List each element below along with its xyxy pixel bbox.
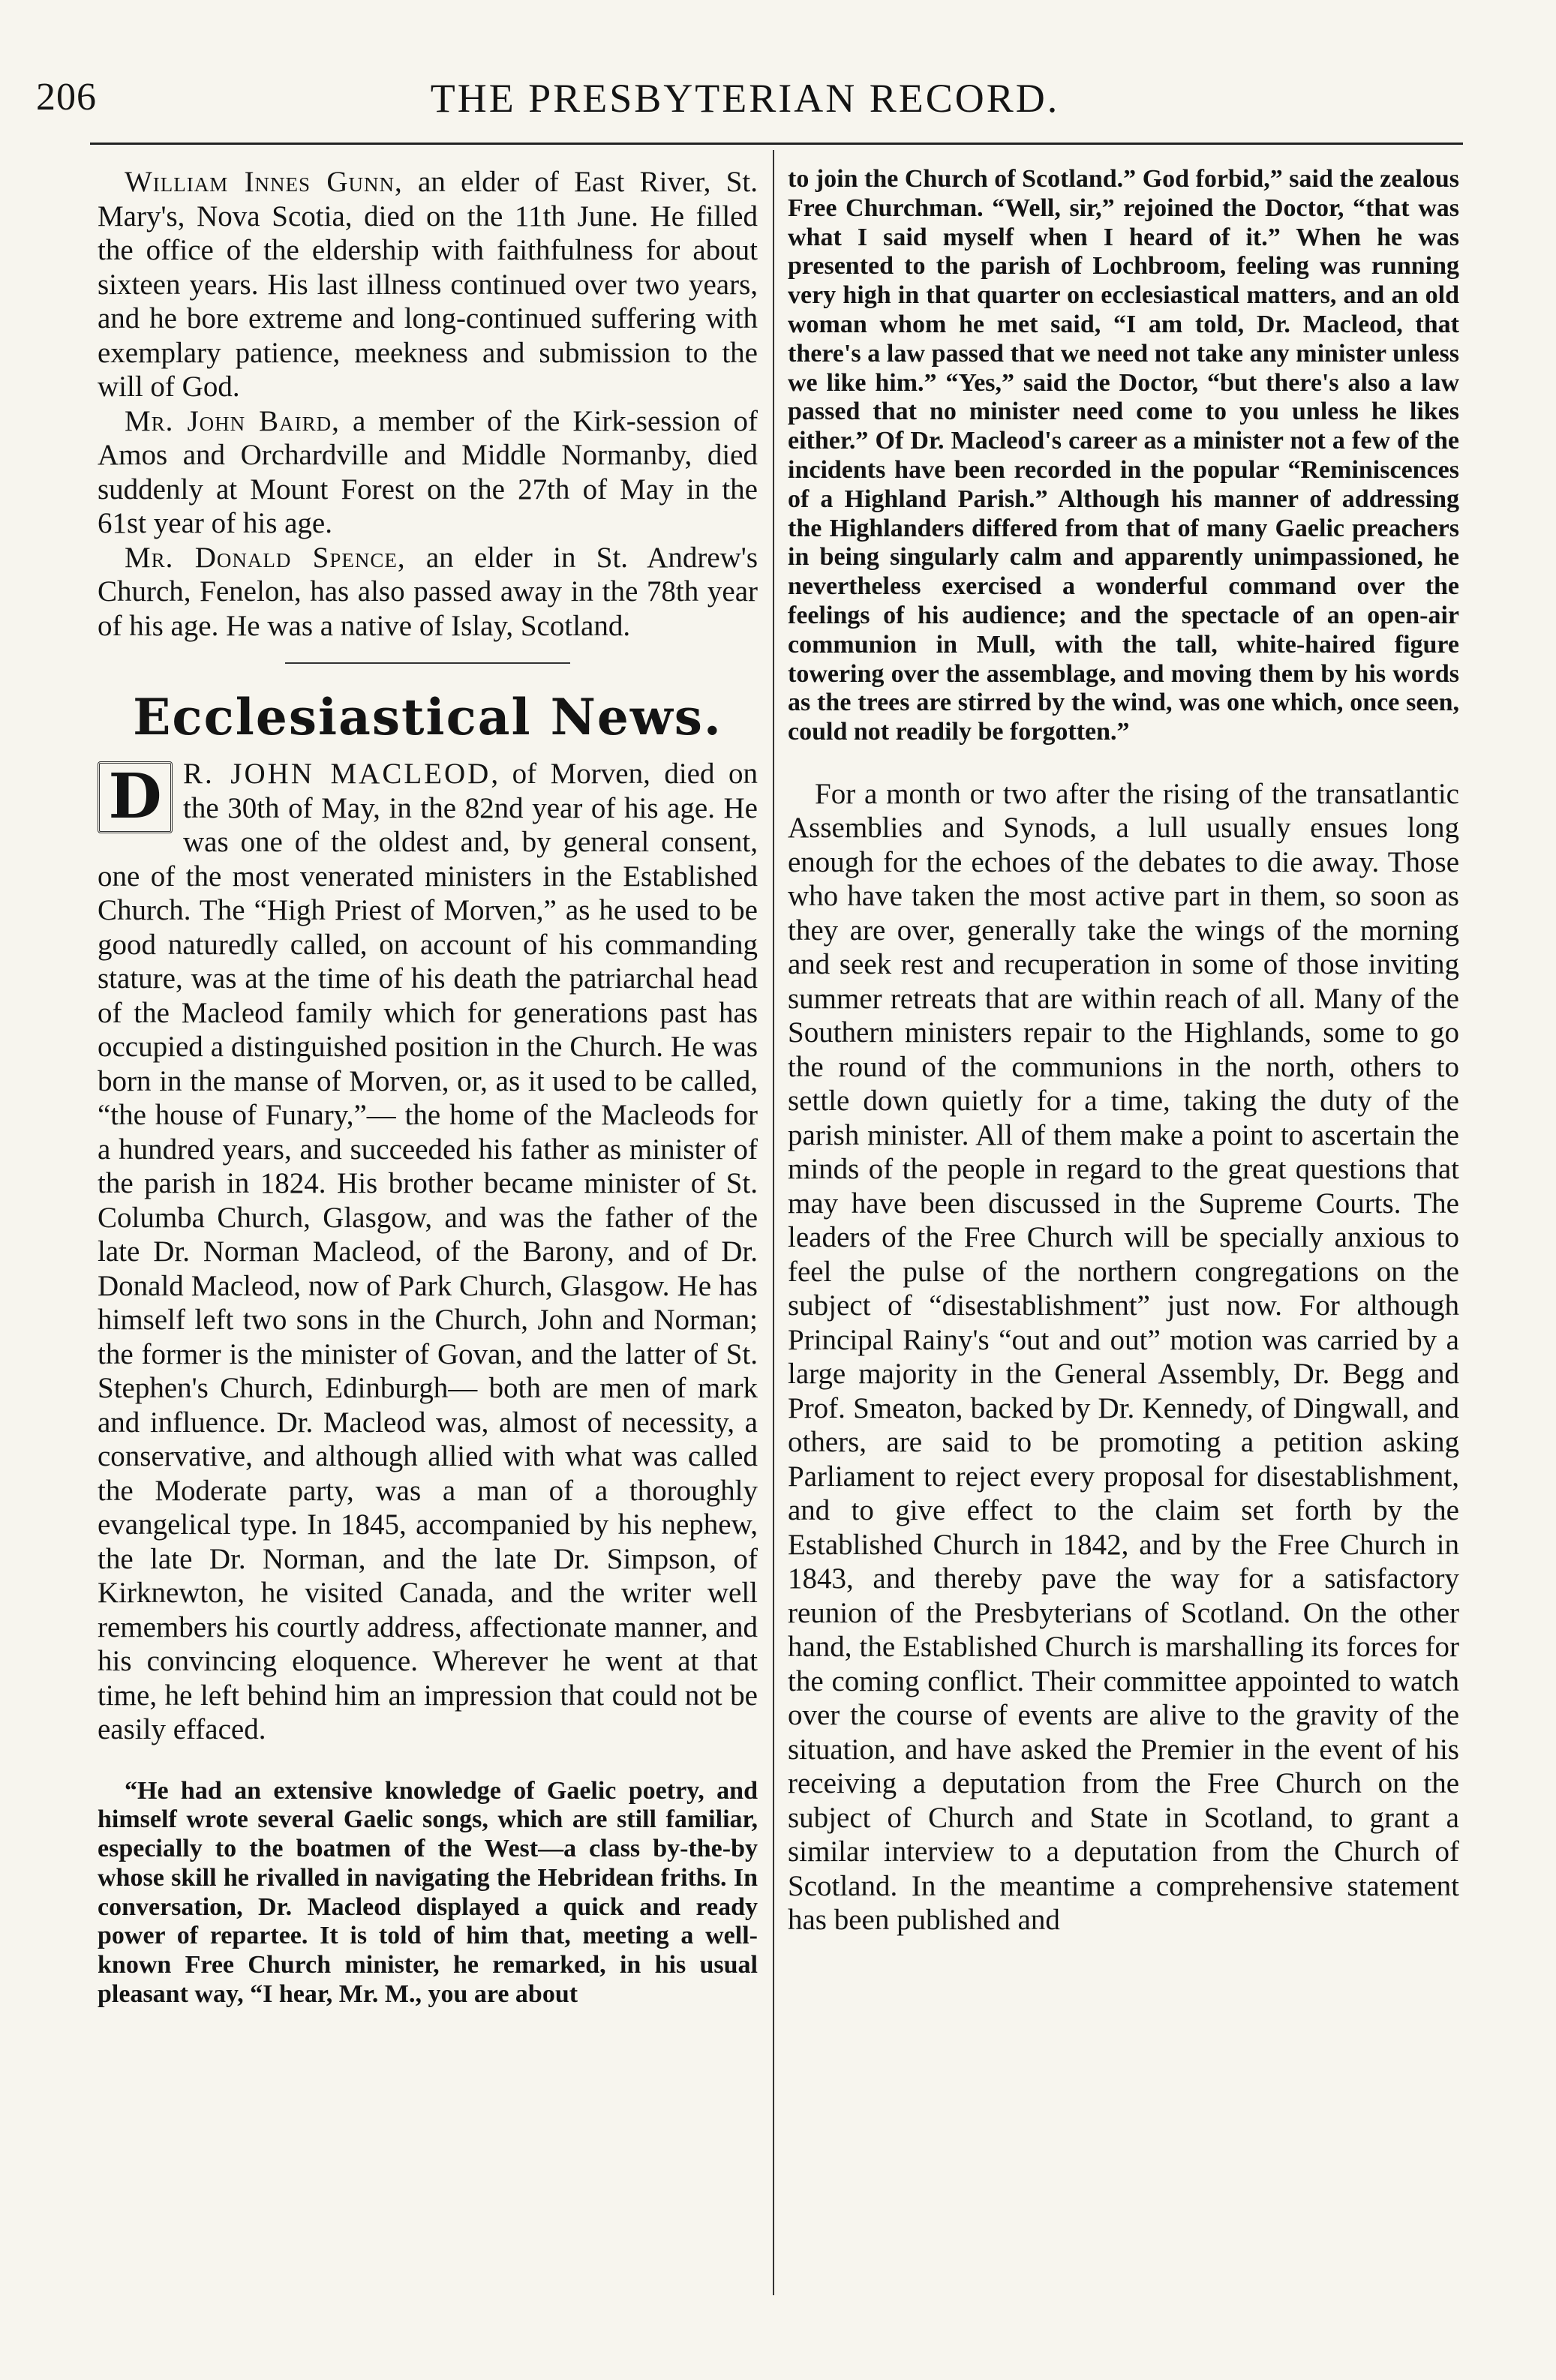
spacer bbox=[98, 1747, 758, 1777]
obituary-text: an elder in St. Andrew's Church, Fenelon, has also passed away in the 78th year of his age. He was a native of Islay, Scotland. bbox=[98, 541, 758, 642]
page-number: 206 bbox=[36, 76, 97, 119]
quote-continued: to join the Church of Scotland.” God forbid,” said the zealous Free Churchman. “Well, sir,” rejoined the Doctor, “that was what I said myself when I heard of it.” When he was presented to the parish of Lochbroom, feeling was running very high in that quarter on ecclesiastical matters, and an old woman whom he met said, “I am told, Dr. Macleod, that there's a law passed that we need not take any minister unless we like him.” “Yes,” said the Doctor, “but there's also a law passed that no minister need come to you unless he likes either.” Of Dr. Macleod's career as a minister not a few of the incidents have been recorded in the popular “Reminiscences of a Highland Parish.” Although his manner of addressing the Highlanders differed from that of many Gaelic preachers in being singularly calm and apparently unimpassioned, he nevertheless exercised a wonderful command over the feelings of his audience; and the spectacle of an open-air communion in Mull, with the tall, white-haired figure towering over the assemblage, and moving them by his words as the trees are stirred by the wind, was one which, once seen, could not readily be forgotten.” bbox=[788, 165, 1459, 746]
article-text: , of Morven, died on the 30th of May, in the 82nd year of his age. He was one of the oldest and, by general consent, one of the most venerated ministers in the Established Church. The “High Priest of Morven,” as he used to be good naturedly called, on account of his commanding stature, was at the time of his death the patriarchal head of the Macleod family which for generations past has occupied a distinguished position in the Church. He was born in the manse of Morven, or, as it used to be called, “the house of Funary,”— the home of the Macleods for a hundred years, and succeeded his father as minister of the parish in 1824. His brother became minister of St. Columba Church, Glasgow, and was the father of the late Dr. Norman Macleod, of the Barony, and of Dr. Donald Macleod, now of Park Church, Glasgow. He has himself left two sons in the Church, John and Norman; the former is the minister of Govan, and the latter of St. Stephen's Church, Edinburgh— both are men of mark and influence. Dr. Macleod was, almost of necessity, a conservative, and although allied with what was called the Moderate party, was a man of a thoroughly evangelical type. In 1845, accompanied by his nephew, the late Dr. Norman, and the late Dr. Simpson, of Kirknewton, he visited Canada, and the writer well remembers his courtly address, affectionate manner, and his convincing eloquence. Wherever he went at that time, he left behind him an impression that could not be easily effaced. bbox=[98, 758, 758, 1745]
news-article-macleod bbox=[98, 757, 758, 1747]
article-lead-name: R. JOHN MACLEOD bbox=[183, 758, 491, 790]
spacer bbox=[788, 747, 1459, 777]
header-rule bbox=[90, 143, 1463, 145]
drop-cap-ornament: D bbox=[98, 761, 173, 833]
obituary-text: an elder of East River, St. Mary's, Nova Scotia, died on the 11th June. He filled the office of the eldership with faithfulness for about sixteen years. His last illness continued over two years, and he bore extreme and long-continued suffering with exemplary patience, meekness and submission to the will of God. bbox=[98, 166, 758, 403]
obituary-gunn bbox=[98, 165, 758, 404]
section-heading: Ecclesiastical News. bbox=[133, 688, 722, 746]
obituary-name: Mr. Donald Spence, bbox=[125, 541, 406, 574]
journal-title: THE PRESBYTERIAN RECORD. bbox=[430, 76, 1060, 121]
right-column bbox=[788, 165, 1459, 1937]
column-divider bbox=[773, 150, 774, 2295]
section-rule bbox=[285, 662, 570, 664]
quote-start: “He had an extensive knowledge of Gaelic poetry, and himself wrote several Gaelic songs, which are still familiar, especially to the boatmen of the West—a class by-the-by whose skill he rivalled in navigating the Hebridean friths. In conversation, Dr. Macleod displayed a quick and ready power of repartee. It is told of him that, meeting a well-known Free Church minister, he remarked, in his usual pleasant way, “I hear, Mr. M., you are about bbox=[98, 1776, 758, 2009]
obituary-name: Mr. John Baird, bbox=[125, 404, 340, 437]
left-column bbox=[98, 165, 758, 2009]
obituary-spence bbox=[98, 541, 758, 644]
obituary-text: a member of the Kirk-session of Amos and Orchardville and Middle Normanby, died suddenly at Mount Forest on the 27th of May in the 61st year of his age. bbox=[98, 404, 758, 539]
page-header bbox=[36, 75, 1454, 128]
main-article-text: For a month or two after the rising of the transatlantic Assemblies and Synods, a lull usually ensues long enough for the echoes of the debates to die away. Those who have taken the most active part in them, so soon as they are over, generally take the wings of the morning and seek rest and recuperation in some of those inviting summer retreats that are within reach of all. Many of the Southern ministers repair to the Highlands, some to go the round of the communions in the north, others to settle down quietly for a time, taking the duty of the parish minister. All of them make a point to ascertain the minds of the people in regard to the great questions that may have been discussed in the Supreme Courts. The leaders of the Free Church will be specially anxious to feel the pulse of the northern congregations on the subject of “disestablishment” just now. For although Principal Rainy's “out and out” motion was carried by a large majority in the General Assembly, Dr. Begg and Prof. Smeaton, backed by Dr. Kennedy, of Dingwall, and others, are said to be promoting a petition asking Parliament to reject every proposal for disestablishment, and to give effect to the claim set forth by the Established Church in 1842, and by the Free Church in 1843, and thereby pave the way for a satisfactory reunion of the Presbyterians of Scotland. On the other hand, the Established Church is marshalling its forces for the coming conflict. Their committee appointed to watch over the course of events are alive to the gravity of the situation, and have asked the Premier in the event of his receiving a deputation from the Free Church on the subject of Church and State in Scotland, to grant a similar interview to a deputation from the Church of Scotland. In the meantime a comprehensive statement has been published and bbox=[788, 777, 1459, 1937]
obituary-name: William Innes Gunn, bbox=[125, 166, 403, 198]
obituary-baird bbox=[98, 404, 758, 541]
